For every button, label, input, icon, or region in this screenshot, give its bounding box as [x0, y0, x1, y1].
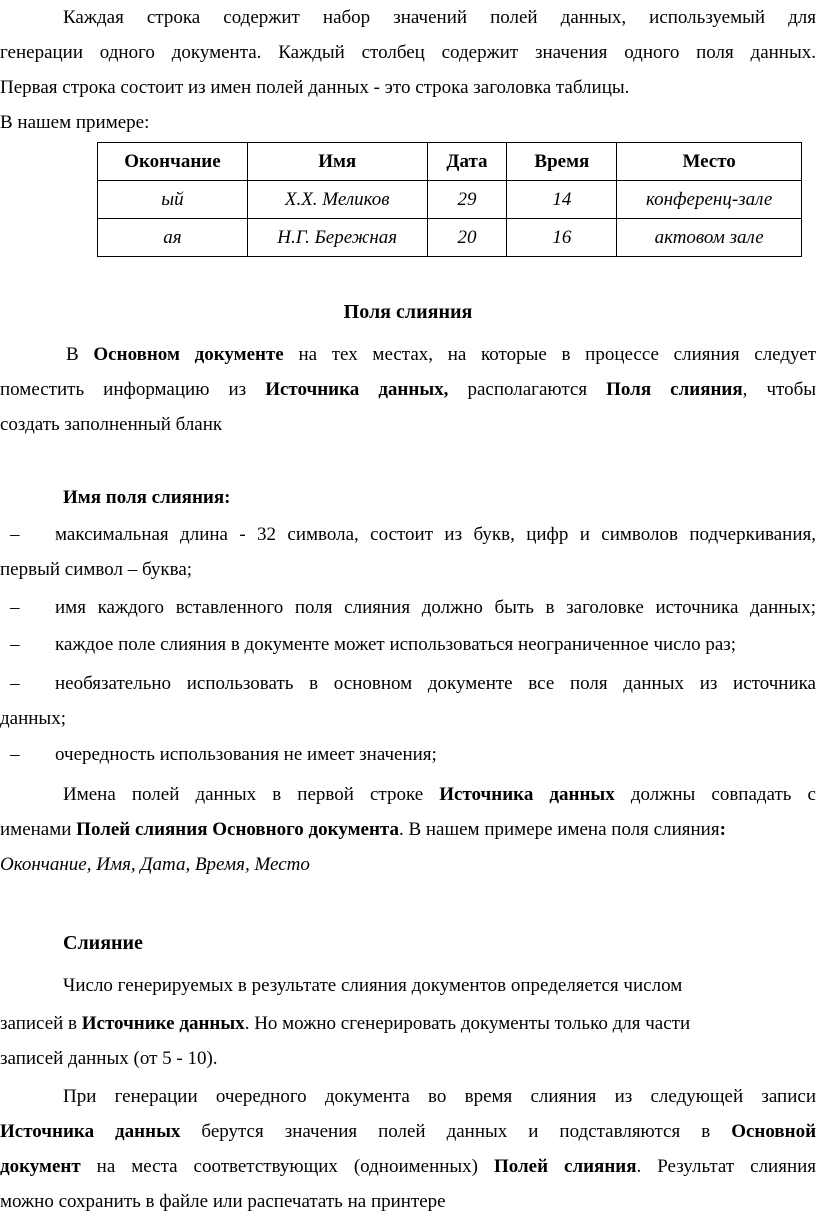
- text-span: записей в: [0, 1013, 78, 1034]
- table-cell: 29: [427, 181, 507, 219]
- list-item: [0, 627, 816, 662]
- text-span: . В нашем примере имена поля слияния: [398, 819, 720, 840]
- dash-bullet: –: [10, 634, 20, 655]
- merge-p2-line-1: При генерации очередного документа во время слияния из следующей записи: [63, 1086, 816, 1107]
- text-span: . Но можно сгенерировать документы только для части: [244, 1013, 691, 1034]
- text-span: должны совпадать с: [630, 784, 816, 805]
- text-span: берутся значения полей данных и подставляются в: [201, 1121, 711, 1142]
- list-item-text: максимальная длина - 32 символа, состоит из букв, цифр и символов подчеркивания,: [55, 524, 816, 545]
- merge-fields-line-2: [0, 372, 816, 407]
- list-item-text: каждое поле слияния в документе может использоваться неограниченное число раз;: [55, 634, 737, 655]
- text-span: , чтобы: [742, 379, 816, 400]
- intro-line-1: Каждая строка содержит набор значений полей данных, используемый для: [63, 7, 816, 28]
- text-span: на места соответствующих (одноименных): [96, 1156, 479, 1177]
- table-cell: конференц-зале: [617, 181, 802, 219]
- dash-bullet: –: [10, 597, 20, 618]
- bold-term: Источника данных: [439, 784, 615, 805]
- list-item-text: имя каждого вставленного поля слияния должно быть в заголовке источника данных;: [55, 597, 816, 618]
- table-cell: ая: [98, 219, 248, 257]
- table-row: [98, 181, 802, 219]
- intro-line-4: В нашем примере:: [0, 112, 150, 133]
- bold-term: Источника данных,: [265, 379, 449, 400]
- list-item: [0, 590, 816, 625]
- field-name-heading: Имя поля слияния:: [63, 487, 231, 508]
- table-header-cell: Время: [507, 143, 617, 181]
- bold-term: Основной: [731, 1121, 816, 1142]
- bold-term: Источника данных: [0, 1121, 181, 1142]
- merge-p1-line-2: [0, 1006, 816, 1041]
- merge-p1-line-3: записей данных (от 5 - 10).: [0, 1048, 218, 1069]
- text-span: В: [66, 344, 79, 365]
- merge-fields-line-1: [0, 337, 816, 372]
- bold-term: документ: [0, 1156, 81, 1177]
- table-header-cell: Окончание: [98, 143, 248, 181]
- merge-heading: Слияние: [63, 932, 143, 954]
- merge-p2-line-4: можно сохранить в файле или распечатать на принтере: [0, 1191, 446, 1212]
- intro-line-2: генерации одного документа. Каждый столбец содержит значения одного поля данных.: [0, 42, 816, 63]
- merge-fields-line-3: создать заполненный бланк: [0, 414, 223, 435]
- bold-term: :: [719, 819, 726, 840]
- dash-bullet: –: [10, 673, 20, 694]
- list-item: [0, 737, 816, 772]
- names-line-3: Окончание, Имя, Дата, Время, Место: [0, 854, 310, 875]
- text-span: на тех местах, на которые в процессе слияния следует: [298, 344, 816, 365]
- text-span: располагаются: [467, 379, 588, 400]
- table-header-cell: Имя: [247, 143, 427, 181]
- dash-bullet: –: [10, 744, 20, 765]
- table-cell: актовом зале: [617, 219, 802, 257]
- table-cell: Х.Х. Меликов: [247, 181, 427, 219]
- names-line-1: [0, 777, 816, 812]
- dash-bullet: –: [10, 524, 20, 545]
- table-header-row: [98, 143, 802, 181]
- table-cell: ый: [98, 181, 248, 219]
- list-item-text: необязательно использовать в основном документе все поля данных из источника: [55, 673, 816, 694]
- table-cell: 14: [507, 181, 617, 219]
- bold-term: Полей слияния: [493, 1156, 637, 1177]
- table-header-cell: Место: [617, 143, 802, 181]
- table-row: [98, 219, 802, 257]
- table-cell: Н.Г. Бережная: [247, 219, 427, 257]
- list-item-continuation: данных;: [0, 708, 66, 729]
- text-span: именами: [0, 819, 72, 840]
- bold-term: Источнике данных: [81, 1013, 245, 1034]
- list-item-continuation: первый символ – буква;: [0, 559, 193, 580]
- list-item: [0, 666, 816, 701]
- table-cell: 20: [427, 219, 507, 257]
- text-span: . Результат слияния: [636, 1156, 816, 1177]
- merge-p1-line-1: Число генерируемых в результате слияния документов определяется числом: [63, 975, 683, 996]
- merge-p2-line-3: [0, 1149, 816, 1184]
- table-cell: 16: [507, 219, 617, 257]
- list-item: [0, 517, 816, 552]
- text-span: Имена полей данных в первой строке: [63, 784, 424, 805]
- intro-line-3: Первая строка состоит из имен полей данных - это строка заголовка таблицы.: [0, 77, 630, 98]
- names-line-2: [0, 812, 816, 847]
- merge-fields-heading: Поля слияния: [343, 301, 473, 323]
- bold-term: Основном документе: [93, 344, 284, 365]
- data-source-table: [97, 142, 802, 257]
- bold-term: Поля слияния: [606, 379, 743, 400]
- list-item-text: очередность использования не имеет значения;: [55, 744, 437, 765]
- bold-term: Полей слияния Основного документа: [76, 819, 399, 840]
- table-header-cell: Дата: [427, 143, 507, 181]
- merge-p2-line-2: [0, 1114, 816, 1149]
- text-span: поместить информацию из: [0, 379, 247, 400]
